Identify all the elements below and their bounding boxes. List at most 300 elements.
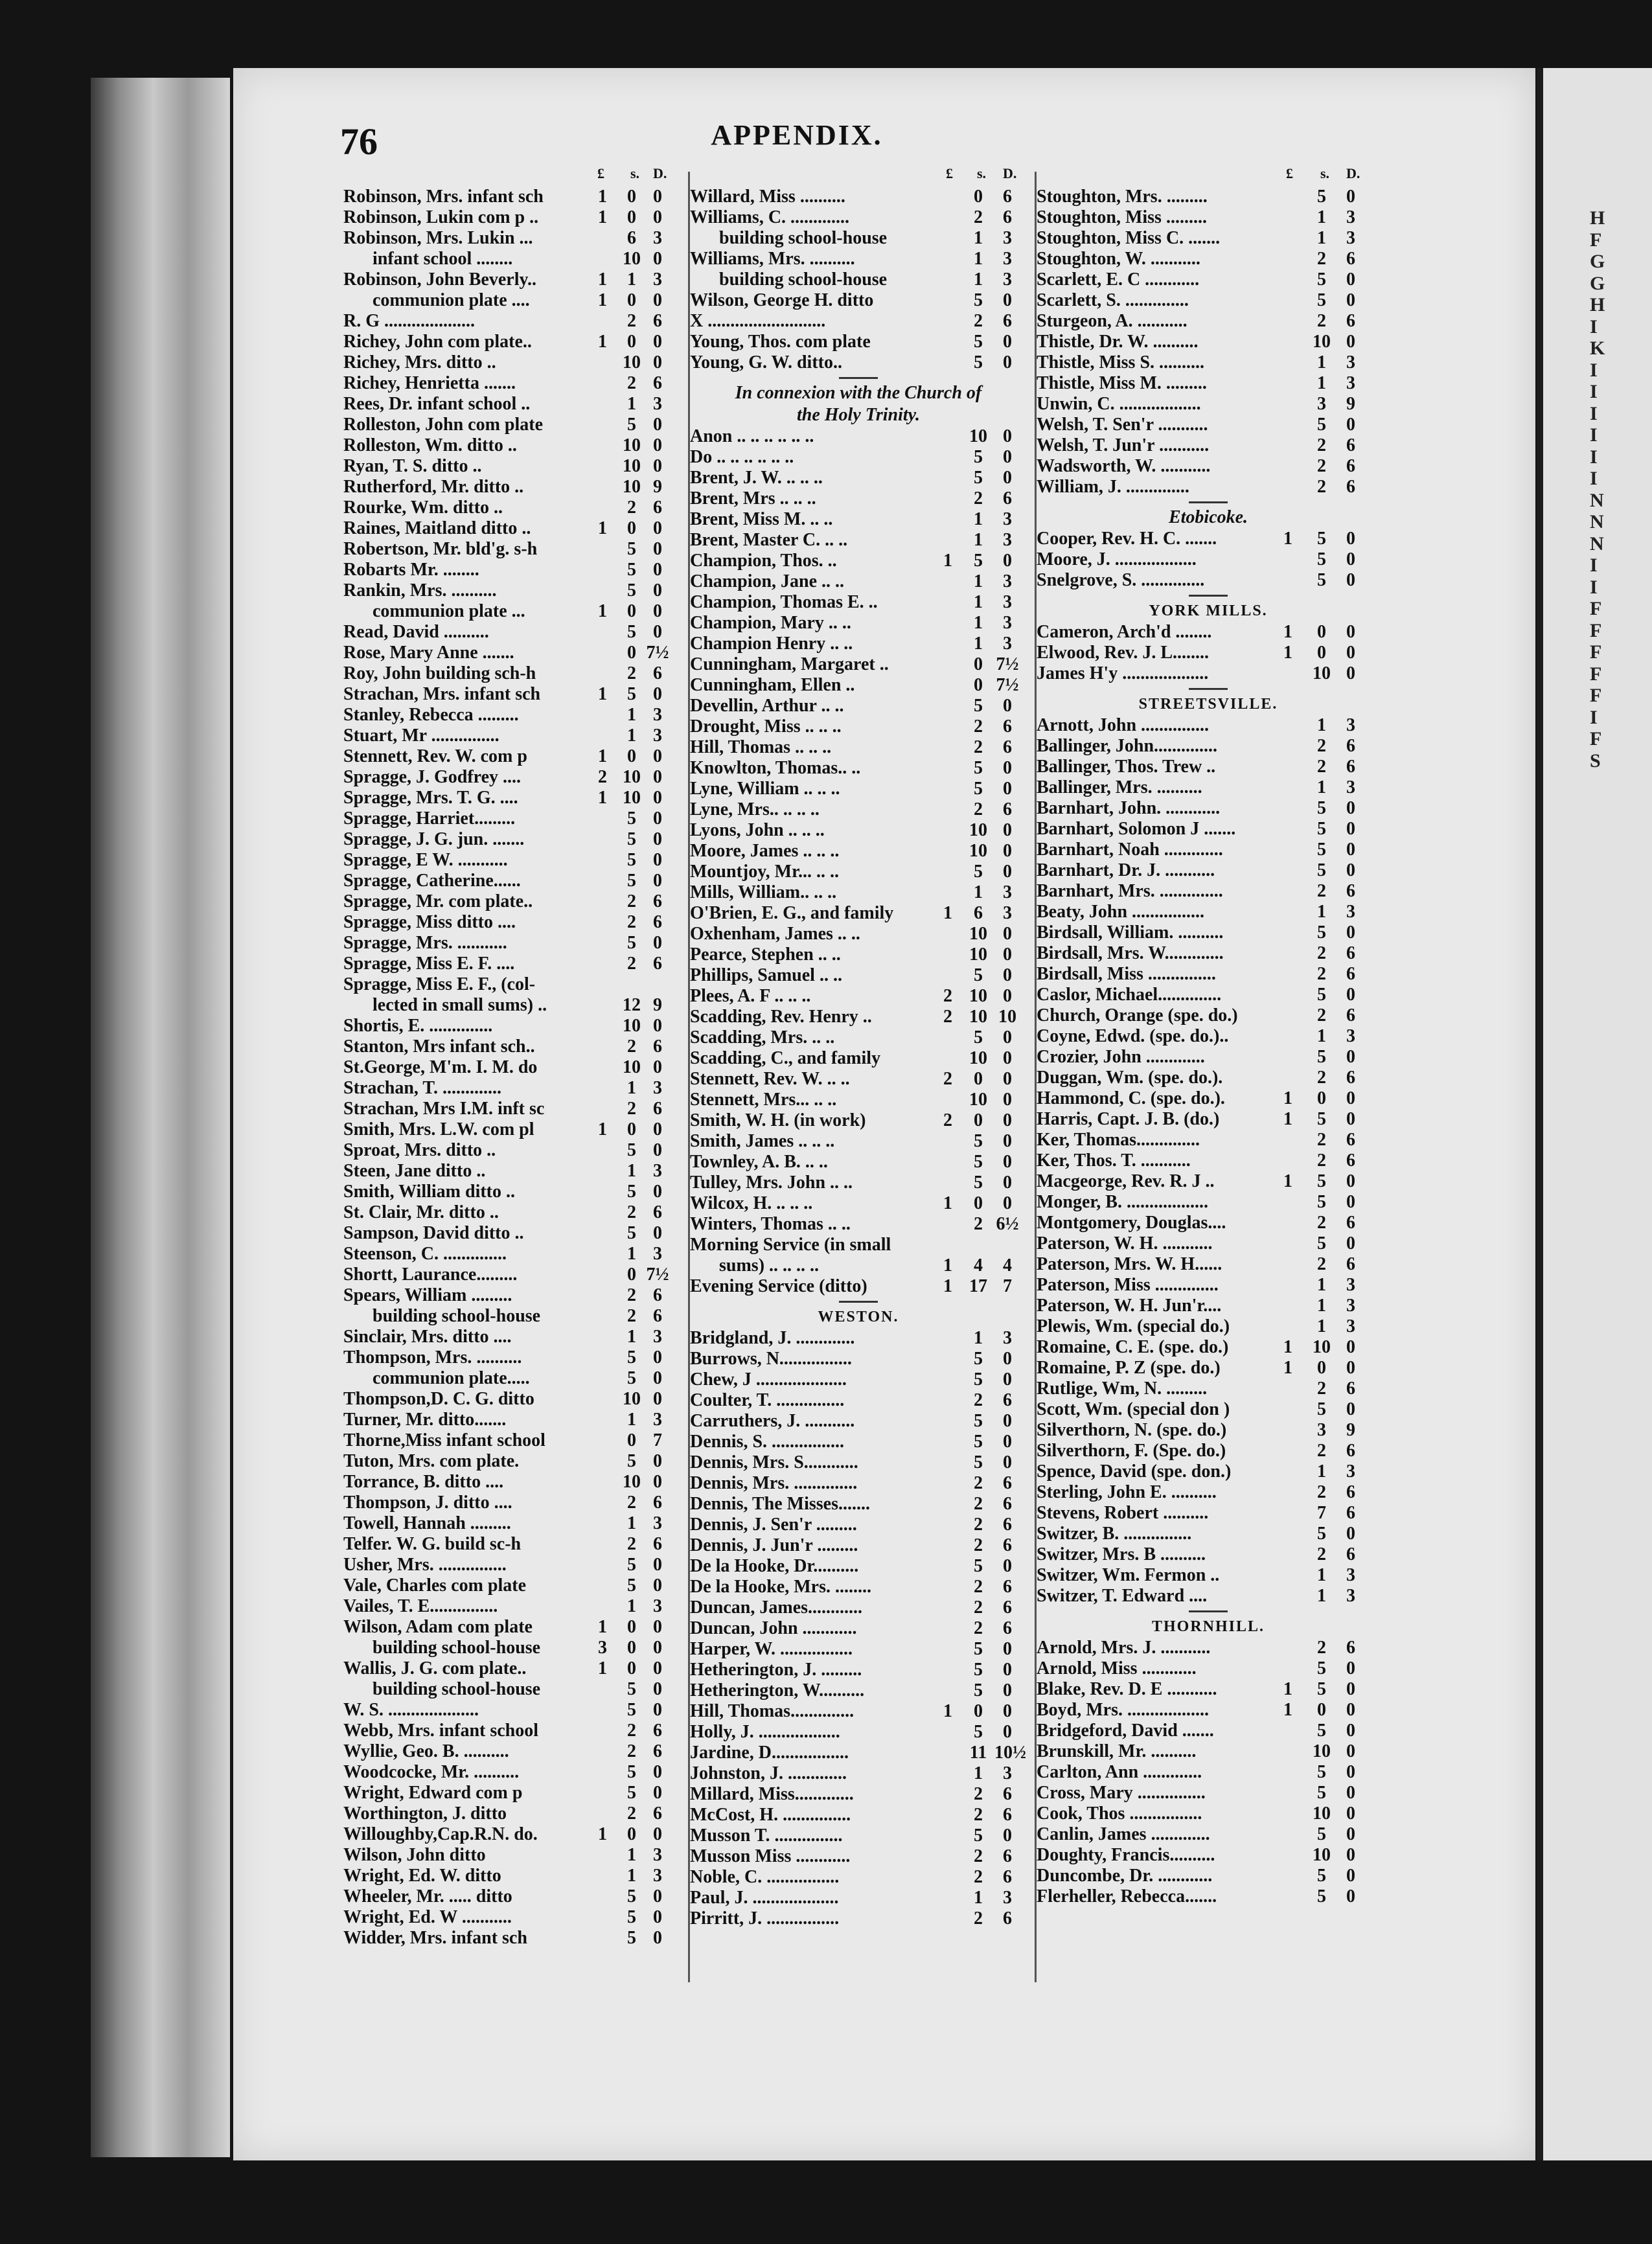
shillings-value: 5	[974, 1152, 983, 1172]
subscriber-name: Hammond, C. (spe. do.).	[1037, 1088, 1225, 1108]
subscriber-entry	[690, 1110, 1027, 1131]
pence-header: D.	[1003, 165, 1017, 181]
pence-value: 3	[1346, 1275, 1355, 1295]
shillings-value: 1	[627, 705, 636, 725]
subscriber-entry	[1037, 819, 1380, 840]
pence-value: 0	[1346, 1700, 1355, 1720]
shillings-value: 2	[627, 498, 636, 518]
subscriber-entry	[690, 1369, 1027, 1390]
pence-value: 3	[653, 269, 662, 290]
pounds-value: 1	[943, 551, 952, 571]
subscriber-entry	[690, 986, 1027, 1007]
subscriber-entry	[1037, 736, 1380, 757]
subscriber-entry	[1037, 1721, 1380, 1741]
subscriber-name: Sproat, Mrs. ditto ..	[343, 1140, 496, 1160]
subscriber-name: Scott, Wm. (special don )	[1037, 1399, 1230, 1419]
pence-value: 0	[653, 580, 662, 601]
subscriber-entry	[690, 841, 1027, 862]
subscriber-name: Rutlige, Wm, N. .........	[1037, 1379, 1208, 1399]
subscriber-name: Wright, Edward com p	[343, 1783, 523, 1803]
subscriber-name: Harris, Capt. J. B. (do.)	[1037, 1109, 1220, 1129]
shillings-value: 10	[623, 788, 641, 808]
subscriber-name: Wright, Ed. W ...........	[343, 1907, 512, 1927]
facing-page-letter: N	[1590, 532, 1604, 555]
section-rule	[690, 1297, 1027, 1306]
subscriber-entry	[690, 779, 1027, 799]
pence-value: 3	[1346, 352, 1355, 372]
subscriber-entry	[343, 1099, 683, 1119]
subscriber-entry	[343, 808, 683, 829]
subscriber-entry	[690, 571, 1027, 592]
subscriber-name: Barnhart, John. ............	[1037, 798, 1221, 818]
subscriber-entry	[690, 1535, 1027, 1556]
subscriber-entry	[690, 1235, 1027, 1255]
subscriber-name: Brunskill, Mr. ..........	[1037, 1741, 1197, 1761]
shillings-value: 5	[627, 1928, 636, 1948]
subscriber-name: Tulley, Mrs. John .. ..	[690, 1173, 853, 1193]
column-header	[1037, 165, 1380, 187]
shillings-value: 1	[974, 592, 983, 612]
pence-value: 6	[653, 1306, 662, 1326]
subscriber-name: lected in small sums) ..	[373, 995, 547, 1015]
shillings-value: 2	[974, 1597, 983, 1618]
pence-value: 3	[653, 1244, 662, 1264]
subscriber-entry	[690, 1131, 1027, 1152]
subscriber-entry	[1037, 943, 1380, 964]
subscriber-entry	[690, 1660, 1027, 1680]
subscriber-entry	[1037, 269, 1380, 290]
pence-value: 3	[653, 1161, 662, 1181]
pounds-value: 1	[598, 1119, 607, 1139]
pence-value: 6	[1346, 1130, 1355, 1150]
subscriber-name: Read, David ..........	[343, 622, 489, 642]
subscriber-entry	[1037, 456, 1380, 477]
shillings-value: 5	[974, 290, 983, 310]
pence-value: 6	[653, 1285, 662, 1305]
shillings-value: 5	[1317, 1171, 1326, 1191]
subscriber-entry	[690, 1328, 1027, 1349]
subscriber-name: Richey, John com plate..	[343, 332, 532, 352]
pence-value: 0	[1346, 819, 1355, 839]
pence-value: 0	[1346, 1721, 1355, 1741]
shillings-value: 2	[1317, 1151, 1326, 1171]
subscriber-name: Champion, Jane .. ..	[690, 571, 845, 591]
subscriber-name: Stennett, Mrs... .. ..	[690, 1090, 837, 1110]
pence-value: 3	[1346, 777, 1355, 797]
shillings-value: 10	[1313, 1337, 1331, 1357]
pence-value: 6	[1346, 943, 1355, 963]
pounds-value: 1	[1283, 1171, 1292, 1191]
pence-value: 0	[653, 1886, 662, 1906]
shillings-value: 10	[969, 1048, 987, 1068]
subscriber-entry	[343, 1907, 683, 1928]
subscriber-entry	[690, 862, 1027, 882]
subscriber-name: Ryan, T. S. ditto ..	[343, 456, 482, 476]
shillings-value: 10	[1313, 332, 1331, 352]
shillings-value: 5	[627, 1886, 636, 1906]
subscriber-name: Scadding, Mrs. .. ..	[690, 1027, 835, 1048]
subscriber-entry	[343, 746, 683, 767]
shillings-value: 0	[627, 187, 636, 207]
pounds-value: 1	[1283, 1679, 1292, 1699]
shillings-value: 0	[627, 1265, 636, 1285]
subscriber-name: Wilcox, H. .. .. ..	[690, 1193, 813, 1213]
pence-value: 6	[1346, 757, 1355, 777]
pence-value: 6	[1003, 187, 1012, 207]
subscriber-entry	[343, 1306, 683, 1327]
shillings-value: 4	[974, 1255, 983, 1276]
pence-value: 3	[1346, 1586, 1355, 1606]
pence-value: 0	[653, 1223, 662, 1243]
subscriber-entry	[690, 1276, 1027, 1297]
shillings-value: 10	[969, 1007, 987, 1027]
shillings-value: 1	[1317, 1026, 1326, 1046]
shillings-value: 1	[974, 571, 983, 591]
subscriber-entry	[690, 290, 1027, 311]
shillings-value: 5	[1317, 1233, 1326, 1254]
subscriber-name: Dennis, J. Jun'r .........	[690, 1535, 858, 1555]
subscriber-entry	[690, 1193, 1027, 1214]
shillings-value: 5	[974, 1722, 983, 1742]
subscriber-name: Musson T. ...............	[690, 1826, 843, 1846]
shillings-value: 5	[1317, 1524, 1326, 1544]
shillings-value: 5	[974, 1411, 983, 1431]
pence-value: 3	[1346, 1461, 1355, 1482]
pence-value: 0	[1003, 924, 1012, 944]
subscriber-name: Stoughton, Mrs. .........	[1037, 187, 1208, 207]
shillings-value: 1	[1317, 1316, 1326, 1336]
subscriber-name: Barnhart, Solomon J .......	[1037, 819, 1236, 839]
subscriber-entry	[690, 1452, 1027, 1473]
subscriber-name: Cunningham, Ellen ..	[690, 675, 855, 695]
shillings-value: 1	[1317, 228, 1326, 248]
pence-value: 0	[1346, 985, 1355, 1005]
subscriber-name: communion plate.....	[373, 1368, 530, 1388]
shillings-value: 2	[1317, 477, 1326, 497]
pence-value: 6	[1003, 207, 1012, 227]
shillings-value: 10	[623, 1057, 641, 1077]
shillings-value: 5	[627, 560, 636, 580]
facing-page-letter: F	[1590, 598, 1602, 619]
shillings-value: 2	[1317, 736, 1326, 756]
subscriber-name: Tuton, Mrs. com plate.	[343, 1451, 520, 1471]
subscriber-entry	[690, 882, 1027, 903]
shillings-value: 1	[974, 1888, 983, 1908]
pence-value: 0	[1003, 1152, 1012, 1172]
pence-value: 6	[1346, 1213, 1355, 1233]
shillings-value: 12	[623, 995, 641, 1015]
subscriber-name: Robinson, Lukin com p ..	[343, 207, 539, 227]
pounds-header: £	[946, 165, 953, 181]
subscriber-entry	[343, 622, 683, 643]
subscriber-name: Wallis, J. G. com plate..	[343, 1658, 527, 1678]
pence-value: 9	[653, 995, 662, 1015]
subscriber-entry	[690, 1597, 1027, 1618]
subscriber-name: Birdsall, Mrs. W.............	[1037, 943, 1224, 963]
subscriber-entry	[690, 352, 1027, 373]
subscriber-name: Smith, William ditto ..	[343, 1182, 516, 1202]
subscriber-entry	[1037, 1803, 1380, 1824]
subscriber-entry	[690, 426, 1027, 447]
pence-value: 3	[653, 1327, 662, 1347]
pence-value: 0	[1003, 820, 1012, 840]
pence-value: 6	[1003, 1473, 1012, 1493]
subscriber-entry	[690, 1007, 1027, 1027]
subscriber-name: Strachan, Mrs I.M. inft sc	[343, 1099, 545, 1119]
pence-value: 3	[1003, 1888, 1012, 1908]
subscriber-name: Barnhart, Dr. J. ...........	[1037, 860, 1215, 880]
subscriber-entry	[690, 924, 1027, 945]
shillings-value: 0	[627, 1658, 636, 1678]
subscriber-name: Young, Thos. com plate	[690, 332, 871, 352]
subscriber-name: Noble, C. ................	[690, 1867, 840, 1887]
pence-value: 6	[653, 954, 662, 974]
subscriber-entry	[343, 311, 683, 332]
subscriber-entry	[690, 1473, 1027, 1494]
pounds-value: 1	[598, 269, 607, 290]
pence-value: 0	[1346, 1337, 1355, 1357]
pence-value: 3	[1346, 1296, 1355, 1316]
subscriber-name: Richey, Henrietta .......	[343, 373, 516, 393]
subscriber-name: Burrows, N................	[690, 1349, 852, 1369]
pence-value: 6	[1346, 1068, 1355, 1088]
subscriber-entry	[1037, 663, 1380, 684]
subscriber-entry	[1037, 1638, 1380, 1658]
subscriber-name: Williams, Mrs. ..........	[690, 249, 855, 269]
pence-value: 6	[1003, 311, 1012, 331]
subscriber-name: Birdsall, Miss ...............	[1037, 964, 1216, 984]
subscriber-name: Dennis, Mrs. ..............	[690, 1473, 858, 1493]
pounds-value: 1	[598, 290, 607, 310]
pence-value: 6	[1346, 736, 1355, 756]
shillings-value: 1	[1317, 902, 1326, 922]
pence-value: 9	[1346, 1420, 1355, 1440]
pence-value: 6	[1346, 1379, 1355, 1399]
pence-value: 0	[653, 767, 662, 787]
subscriber-entry	[1037, 1399, 1380, 1420]
subscriber-name: Smith, W. H. (in work)	[690, 1110, 866, 1130]
book-spine	[91, 78, 230, 2157]
pence-value: 0	[653, 539, 662, 559]
subscriber-name: Cross, Mary ...............	[1037, 1783, 1206, 1803]
subscriber-name: Raines, Maitland ditto ..	[343, 518, 531, 538]
shillings-value: 2	[627, 1202, 636, 1222]
shillings-value: 1	[627, 1513, 636, 1533]
subscriber-entry	[1037, 715, 1380, 736]
pounds-value: 1	[1283, 643, 1292, 663]
subscriber-name: Sterling, John E. ..........	[1037, 1482, 1217, 1502]
pence-value: 7½	[996, 675, 1019, 695]
subscriber-name: Macgeorge, Rev. R. J ..	[1037, 1171, 1215, 1191]
subscriber-name: Mills, William.. .. ..	[690, 882, 837, 902]
subscriber-entry	[690, 1784, 1027, 1805]
subscriber-entry	[343, 1244, 683, 1265]
shillings-value: 10	[623, 477, 641, 497]
facing-page-letter: S	[1590, 750, 1601, 772]
shillings-value: 0	[974, 675, 983, 695]
subscriber-name: Devellin, Arthur .. ..	[690, 696, 844, 716]
pounds-value: 1	[943, 903, 952, 923]
subscriber-name: Paterson, W. H. ...........	[1037, 1233, 1213, 1254]
pence-value: 0	[1346, 1358, 1355, 1378]
subscriber-entry	[1037, 1679, 1380, 1700]
pence-value: 0	[653, 1907, 662, 1927]
shillings-value: 5	[627, 808, 636, 829]
pence-value: 0	[653, 415, 662, 435]
subscriber-entry	[1037, 311, 1380, 332]
subscriber-name: Wheeler, Mr. ..... ditto	[343, 1886, 512, 1906]
pence-value: 0	[1346, 1783, 1355, 1803]
subscriber-name: Plewis, Wm. (special do.)	[1037, 1316, 1230, 1336]
pence-value: 0	[1003, 468, 1012, 488]
subscriber-name: Montgomery, Douglas....	[1037, 1213, 1226, 1233]
pence-value: 0	[653, 1617, 662, 1637]
subscriber-name: Moore, J. ..................	[1037, 549, 1197, 569]
shillings-value: 2	[974, 311, 983, 331]
pence-value: 0	[1346, 1845, 1355, 1865]
subscriber-entry	[1037, 964, 1380, 985]
shillings-value: 5	[974, 862, 983, 882]
shillings-value: 10	[623, 249, 641, 269]
subscriber-entry	[1037, 1151, 1380, 1171]
pence-value: 0	[653, 684, 662, 704]
pence-value: 6	[1003, 1535, 1012, 1555]
shillings-value: 2	[1317, 456, 1326, 476]
shillings-value: 2	[974, 737, 983, 757]
shillings-value: 10	[1313, 1803, 1331, 1824]
shillings-value: 1	[1317, 1461, 1326, 1482]
facing-page-letter: F	[1590, 619, 1602, 641]
subscriber-entry	[343, 1638, 683, 1658]
pence-header: D.	[653, 165, 667, 181]
pence-value: 3	[653, 1845, 662, 1865]
subscriber-entry	[343, 933, 683, 954]
section-rule	[1037, 498, 1380, 507]
subscriber-entry	[1037, 922, 1380, 943]
subscriber-name: Wilson, John ditto	[343, 1845, 486, 1865]
pence-value: 3	[1003, 882, 1012, 902]
subscriber-entry	[343, 1265, 683, 1285]
subscriber-name: Doughty, Francis..........	[1037, 1845, 1215, 1865]
shillings-value: 1	[974, 1763, 983, 1783]
subscriber-name: Strachan, T. .............	[343, 1078, 501, 1098]
section-heading: Etobicoke.	[1168, 507, 1248, 527]
subscriber-name: Rourke, Wm. ditto ..	[343, 498, 503, 518]
subscriber-name: Evening Service (ditto)	[690, 1276, 867, 1296]
subscriber-entry	[1037, 1358, 1380, 1379]
subscriber-name: Boyd, Mrs. ..................	[1037, 1700, 1209, 1720]
pence-value: 3	[1346, 1316, 1355, 1336]
subscriber-entry	[343, 995, 683, 1016]
pence-value: 0	[653, 435, 662, 455]
subscriber-entry	[343, 1161, 683, 1182]
subscriber-entry	[1037, 1047, 1380, 1068]
subscriber-name: Bridgeford, David .......	[1037, 1721, 1214, 1741]
shillings-value: 1	[1317, 352, 1326, 372]
pence-value: 0	[653, 1638, 662, 1658]
subscriber-entry	[343, 726, 683, 746]
subscriber-name: Pirritt, J. ................	[690, 1908, 840, 1929]
pounds-value: 1	[598, 788, 607, 808]
shillings-value: 2	[1317, 1254, 1326, 1274]
subscriber-name: Bridgland, J. .............	[690, 1328, 855, 1348]
shillings-value: 2	[1317, 1068, 1326, 1088]
subscriber-entry	[343, 249, 683, 269]
subscriber-name: James H'y ...................	[1037, 663, 1209, 683]
shillings-value: 5	[627, 1762, 636, 1782]
subscriber-name: Sinclair, Mrs. ditto ....	[343, 1327, 512, 1347]
shillings-value: 1	[1317, 715, 1326, 735]
shillings-value: 5	[627, 1700, 636, 1720]
shillings-value: 10	[623, 1472, 641, 1492]
section-heading: WESTON.	[818, 1309, 899, 1325]
shillings-value: 2	[627, 912, 636, 932]
subscriber-name: Roy, John building sch-h	[343, 663, 536, 683]
shillings-value: 5	[1317, 187, 1326, 207]
rule-line	[1189, 595, 1228, 597]
shillings-value: 1	[627, 269, 636, 290]
pounds-value: 2	[943, 986, 952, 1006]
subscriber-entry	[1037, 881, 1380, 902]
subscriber-name: X ..........................	[690, 311, 826, 331]
shillings-value: 5	[627, 871, 636, 891]
section-heading: YORK MILLS.	[1149, 602, 1268, 619]
subscriber-name: Richey, Mrs. ditto ..	[343, 352, 496, 372]
shillings-value: 2	[627, 1803, 636, 1824]
subscriber-name: Morning Service (in small	[690, 1235, 891, 1255]
subscriber-name: Townley, A. B. .. ..	[690, 1152, 828, 1172]
subscriber-entry	[343, 684, 683, 705]
subscriber-entry	[690, 737, 1027, 758]
shillings-value: 10	[623, 767, 641, 787]
shillings-value: 5	[627, 580, 636, 601]
shillings-value: 5	[974, 1432, 983, 1452]
subscriber-name: Stoughton, Miss .........	[1037, 207, 1207, 227]
subscriber-name: Thorne,Miss infant school	[343, 1430, 545, 1450]
subscriber-entry	[343, 1721, 683, 1741]
subscriber-name: Church, Orange (spe. do.)	[1037, 1005, 1238, 1025]
pence-value: 3	[1346, 902, 1355, 922]
subscriber-name: Coulter, T. ...............	[690, 1390, 845, 1410]
subscriber-name: De la Hooke, Dr..........	[690, 1556, 859, 1576]
subscriber-entry	[343, 1347, 683, 1368]
subscriber-entry	[1037, 207, 1380, 228]
pence-value: 0	[1003, 1369, 1012, 1390]
shillings-value: 5	[1317, 1824, 1326, 1844]
subscriber-name: Spragge, Catherine......	[343, 871, 521, 891]
subscriber-entry	[343, 601, 683, 622]
section-heading: In connexion with the Church of	[735, 383, 982, 403]
pence-value: 0	[1346, 1658, 1355, 1678]
shillings-value: 1	[1317, 373, 1326, 393]
pence-value: 3	[1346, 207, 1355, 227]
shillings-value: 0	[974, 1701, 983, 1721]
subscriber-name: Paul, J. ...................	[690, 1888, 839, 1908]
shillings-value: 5	[627, 622, 636, 642]
pence-value: 3	[653, 394, 662, 414]
subscriber-name: Champion, Thos. ..	[690, 551, 837, 571]
pounds-value: 1	[943, 1255, 952, 1276]
subscriber-entry	[343, 1493, 683, 1513]
subscriber-name: Turner, Mr. ditto.......	[343, 1410, 507, 1430]
subscriber-entry	[1037, 1109, 1380, 1130]
subscriber-name: Musson Miss ............	[690, 1846, 851, 1866]
section-rule	[1037, 591, 1380, 600]
pence-value: 0	[1003, 551, 1012, 571]
shillings-value: 5	[1317, 549, 1326, 569]
subscriber-name: Barnhart, Mrs. ..............	[1037, 881, 1223, 901]
shillings-value: 5	[627, 1347, 636, 1368]
